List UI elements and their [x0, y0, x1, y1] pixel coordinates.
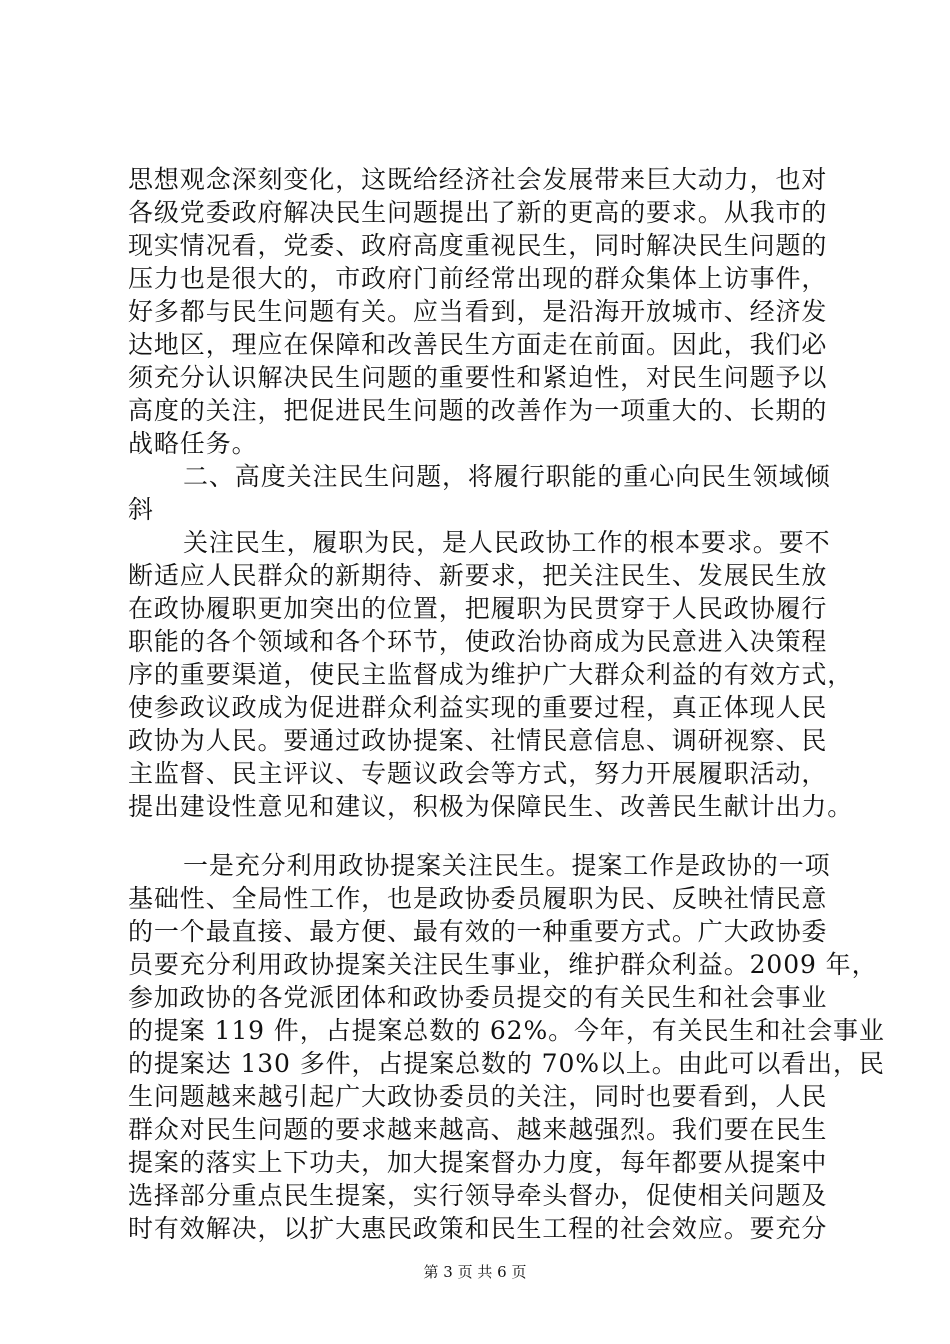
text-line: 员要充分利用政协提案关注民生事业，维护群众利益。2009 年， — [128, 950, 878, 979]
text-line: 群众对民生问题的要求越来越高、越来越强烈。我们要在民生 — [128, 1115, 828, 1144]
text-line: 高度的关注，把促进民生问题的改善作为一项重大的、长期的 — [128, 396, 828, 425]
text-line: 基础性、全局性工作，也是政协委员履职为民、反映社情民意 — [128, 884, 828, 913]
section-heading: 二、高度关注民生问题，将履行职能的重心向民生领域倾 — [183, 462, 831, 491]
text-line: 一是充分利用政协提案关注民生。提案工作是政协的一项 — [183, 851, 831, 880]
text-line: 的提案达 130 多件，占提案总数的 70%以上。由此可以看出，民 — [128, 1049, 885, 1078]
text-line: 时有效解决，以扩大惠民政策和民生工程的社会效应。要充分 — [128, 1214, 828, 1243]
text-line: 政协为人民。要通过政协提案、社情民意信息、调研视察、民 — [128, 726, 828, 755]
text-line: 现实情况看，党委、政府高度重视民生，同时解决民生问题的 — [128, 231, 828, 260]
text-line: 好多都与民生问题有关。应当看到，是沿海开放城市、经济发 — [128, 297, 828, 326]
text-line: 各级党委政府解决民生问题提出了新的更高的要求。从我市的 — [128, 198, 828, 227]
text-line: 提案的落实上下功夫，加大提案督办力度，每年都要从提案中 — [128, 1148, 828, 1177]
text-line: 使参政议政成为促进群众利益实现的重要过程，真正体现人民 — [128, 693, 828, 722]
text-line: 提出建设性意见和建议，积极为保障民生、改善民生献计出力。 — [128, 792, 854, 821]
text-line: 须充分认识解决民生问题的重要性和紧迫性，对民生问题予以 — [128, 363, 828, 392]
text-line: 断适应人民群众的新期待、新要求，把关注民生、发展民生放 — [128, 561, 828, 590]
text-line: 在政协履职更加突出的位置，把履职为民贯穿于人民政协履行 — [128, 594, 828, 623]
text-line: 序的重要渠道，使民主监督成为维护广大群众利益的有效方式， — [128, 660, 854, 689]
text-line: 思想观念深刻变化，这既给经济社会发展带来巨大动力，也对 — [128, 165, 828, 194]
text-line: 生问题越来越引起广大政协委员的关注，同时也要看到，人民 — [128, 1082, 828, 1111]
text-line: 职能的各个领域和各个环节，使政治协商成为民意进入决策程 — [128, 627, 828, 656]
section-heading-continuation: 斜 — [128, 495, 154, 524]
text-line: 的提案 119 件，占提案总数的 62%。今年，有关民生和社会事业 — [128, 1016, 885, 1045]
text-line: 压力也是很大的，市政府门前经常出现的群众集体上访事件， — [128, 264, 828, 293]
text-line: 的一个最直接、最方便、最有效的一种重要方式。广大政协委 — [128, 917, 828, 946]
page-number-footer: 第 3 页 共 6 页 — [423, 1263, 527, 1281]
text-line: 关注民生，履职为民，是人民政协工作的根本要求。要不 — [183, 528, 831, 557]
text-line: 达地区，理应在保障和改善民生方面走在前面。因此，我们必 — [128, 330, 828, 359]
text-line: 参加政协的各党派团体和政协委员提交的有关民生和社会事业 — [128, 983, 828, 1012]
text-line: 战略任务。 — [128, 429, 258, 458]
text-line: 选择部分重点民生提案，实行领导牵头督办，促使相关问题及 — [128, 1181, 828, 1210]
text-line: 主监督、民主评议、专题议政会等方式，努力开展履职活动， — [128, 759, 828, 788]
